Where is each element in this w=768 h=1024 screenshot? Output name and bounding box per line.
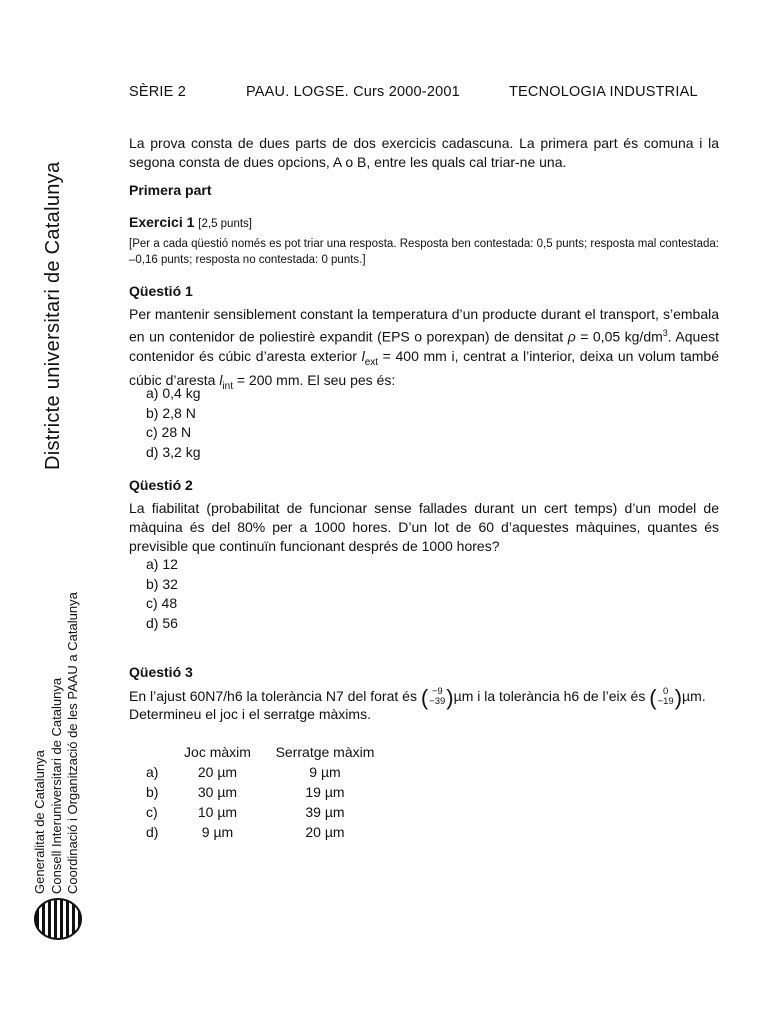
- option[interactable]: a) 0,4 kg: [146, 385, 201, 401]
- table-header-row: [146, 742, 385, 762]
- paren-right: ): [446, 684, 454, 710]
- option[interactable]: a) 12: [146, 556, 178, 572]
- generalitat-logo: [34, 898, 82, 940]
- h6-lower: −19: [657, 696, 674, 708]
- exam-title: PAAU. LOGSE. Curs 2000-2001: [246, 84, 460, 100]
- col-serratge: Serratge màxim: [275, 744, 375, 760]
- exercise-note: [Per a cada qüestió només es pot triar una resposta. Resposta ben contestada: 0,5 punts; resposta mal contestada: –0,16 punts; resposta no contestada: 0 punts.]: [129, 238, 719, 266]
- h6-upper: 0: [662, 686, 669, 698]
- serratge-value: 9 µm: [309, 764, 341, 780]
- question-2-title: Qüestió 2: [129, 477, 193, 493]
- org-line: Generalitat de Catalunya: [32, 750, 47, 894]
- row-label: a): [146, 764, 159, 780]
- q3-text-part: .: [701, 688, 706, 704]
- option[interactable]: b) 32: [146, 575, 178, 592]
- exercise-title: Exercici 1: [129, 214, 195, 230]
- answer-table: [146, 742, 385, 842]
- exercise-heading: [129, 213, 252, 232]
- paren-left: (: [420, 684, 429, 710]
- q3-text-part: i la tolerància h6 de l’eix és: [473, 688, 650, 704]
- question-1-text: [129, 305, 719, 396]
- unit: µm: [682, 688, 702, 704]
- serratge-value: 20 µm: [305, 824, 345, 840]
- question-3-title: Qüestió 3: [129, 664, 193, 680]
- table-row[interactable]: [146, 762, 385, 782]
- intro-text: La prova consta de dues parts de dos exercicis cadascuna. La primera part és comuna i la segona consta de dues opcions, A o B, entre les quals cal triar-ne una.: [129, 135, 719, 170]
- row-label: d): [146, 824, 159, 840]
- subject-title: TECNOLOGIA INDUSTRIAL: [509, 84, 698, 100]
- unit: µm: [453, 688, 474, 704]
- joc-value: 20 µm: [197, 764, 238, 780]
- subscript-ext: ext: [364, 356, 379, 368]
- l-symbol: l: [219, 372, 223, 389]
- serratge-value: 19 µm: [305, 784, 345, 800]
- org-line: Coordinació i Organització de les PAAU a Catalunya: [65, 592, 80, 894]
- question-3-line2: Determineu el joc i el serratge màxims.: [129, 706, 371, 722]
- exercise-points: [2,5 punts]: [198, 218, 252, 230]
- superscript: 3: [662, 328, 668, 338]
- option[interactable]: c) 48: [146, 595, 178, 611]
- col-joc: Joc màxim: [184, 744, 251, 760]
- question-2-text: La fiabilitat (probabilitat de funcionar sense fallades durant un cert temps) d’un model de màquina és del 80% per a 1000 hores. D’un lot de 60 d’aquestes màquines, quantes és previsible que continuïn funcionant després de 1000 hores?: [129, 500, 719, 554]
- paren-left: (: [649, 684, 657, 710]
- tolerance-n7: [428, 687, 446, 707]
- q1-text-part: . Aquest contenidor és cúbic d’aresta exterior: [129, 328, 720, 364]
- serratge-value: 39 µm: [305, 804, 345, 820]
- subscript-int: int: [222, 381, 233, 393]
- rho-symbol: ρ: [567, 328, 576, 345]
- org-line: Consell Interuniversitari de Catalunya: [48, 677, 64, 894]
- q2-options: [146, 555, 178, 633]
- n7-lower: −39: [429, 696, 446, 708]
- option[interactable]: d) 56: [146, 614, 178, 631]
- question-1-title: Qüestió 1: [129, 283, 193, 299]
- option[interactable]: d) 3,2 kg: [146, 443, 201, 460]
- q1-text-part: Per mantenir sensiblement constant la temperatura d’un producte durant el transport, s’embala en un contenidor de poliestirè expandit (EPS o porexpan) de densitat: [129, 306, 719, 345]
- q1-text-part: = 200 mm. El seu pes és:: [232, 372, 396, 389]
- q1-options: [146, 384, 200, 462]
- l-symbol: l: [361, 347, 365, 364]
- q3-text-part: En l’ajust 60N7/h6 la tolerància N7 del forat és: [129, 688, 421, 704]
- option[interactable]: b) 2,8 N: [146, 404, 196, 421]
- row-label: b): [146, 784, 159, 800]
- paren-right: ): [674, 684, 683, 710]
- row-label: c): [146, 804, 158, 820]
- q1-text-part: = 0,05 kg/dm: [575, 328, 663, 345]
- part-title: Primera part: [129, 182, 212, 198]
- joc-value: 30 µm: [197, 784, 238, 800]
- joc-value: 9 µm: [201, 824, 234, 840]
- n7-upper: −9: [431, 686, 443, 698]
- q1-text-part: = 400 mm i, centrat a l’interior, deixa un volum també cúbic d’aresta: [129, 347, 719, 389]
- option[interactable]: c) 28 N: [146, 424, 192, 440]
- serie-label: SÈRIE 2: [129, 84, 187, 100]
- table-row[interactable]: [146, 782, 385, 802]
- organization-block: [32, 592, 82, 894]
- table-row[interactable]: [146, 802, 385, 822]
- district-label: Districte universitari de Catalunya: [42, 161, 64, 470]
- table-row[interactable]: [146, 822, 385, 842]
- tolerance-h6: [657, 687, 675, 707]
- joc-value: 10 µm: [197, 804, 238, 820]
